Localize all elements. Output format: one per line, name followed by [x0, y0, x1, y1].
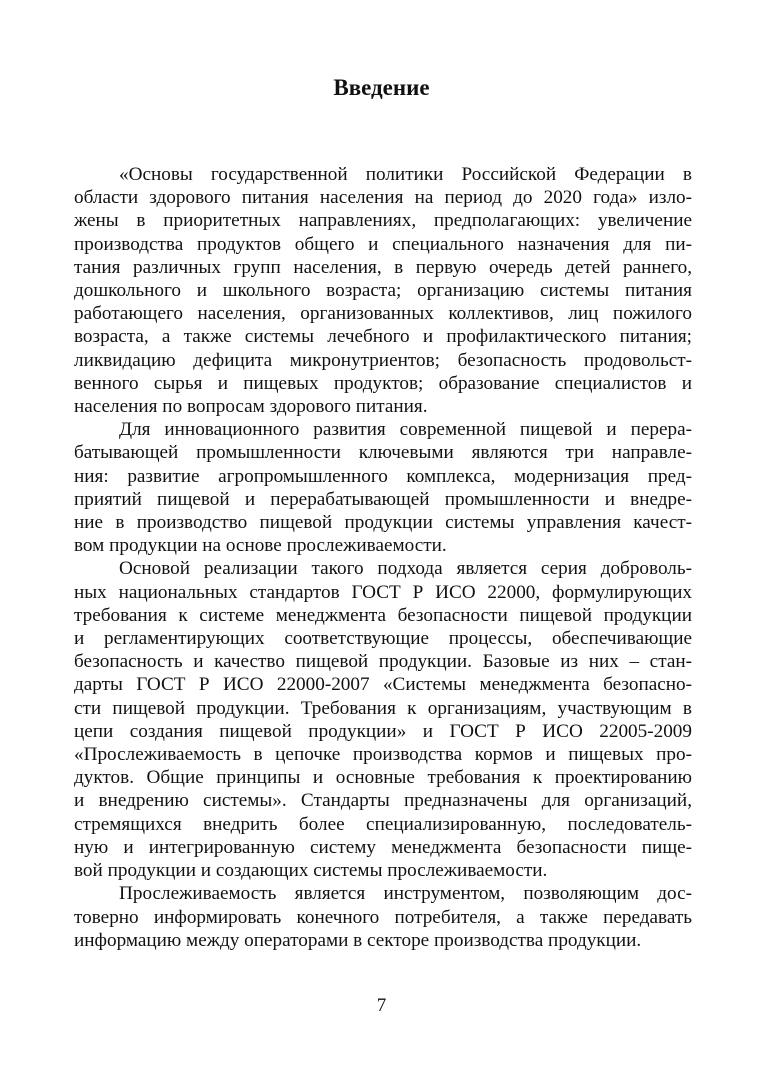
text-line: Прослеживаемость является инструментом, позволяющим дос- [119, 883, 692, 905]
text-line: возраста, а также системы лечебного и профилактического питания; [74, 326, 692, 348]
text-line: дарты ГОСТ Р ИСО 22000-2007 «Системы менеджмента безопасно- [74, 674, 692, 696]
text-line: товерно информировать конечного потребителя, а также передавать [74, 906, 692, 928]
text-line: безопасность и качество пищевой продукции. Базовые из них – стан- [74, 651, 692, 673]
text-line: Для инновационного развития современной пищевой и перера- [119, 419, 692, 441]
text-line: «Основы государственной политики Российской Федерации в [119, 164, 692, 185]
paragraph-2 [74, 418, 692, 557]
text-line: требования к системе менеджмента безопасности пищевой продукции [74, 604, 692, 626]
text-line: ликвидацию дефицита микронутриентов; безопасность продовольст- [74, 349, 692, 371]
text-line: венного сырья и пищевых продуктов; образование специалистов и [74, 372, 692, 394]
text-line: батывающей промышленности ключевыми являются три направле- [74, 442, 692, 464]
text-line: дуктов. Общие принципы и основные требования к проектированию [74, 767, 692, 789]
text-line: жены в приоритетных направлениях, предполагающих: увеличение [74, 210, 692, 232]
text-line: «Прослеживаемость в цепочке производства кормов и пищевых про- [74, 744, 692, 766]
page-title: Введение [333, 75, 430, 100]
text-line: сти пищевой продукции. Требования к организациям, участвующим в [74, 697, 692, 719]
text-line: тания различных групп населения, в первую очередь детей раннего, [74, 256, 692, 278]
text-line: стремящихся внедрить более специализированную, последователь- [74, 813, 692, 835]
text-line: и внедрению системы». Стандарты предназначены для организаций, [74, 790, 692, 812]
text-line: цепи создания пищевой продукции» и ГОСТ Р ИСО 22005-2009 [74, 720, 692, 742]
paragraph-1 [74, 163, 692, 418]
text-line: ных национальных стандартов ГОСТ Р ИСО 22000, формулирующих [74, 581, 692, 603]
text-line: вой продукции и создающих системы прослеживаемости. [74, 860, 548, 882]
text-line: приятий пищевой и перерабатывающей промышленности и внедре- [74, 488, 692, 510]
text-line: производства продуктов общего и специального назначения для пи- [74, 233, 692, 255]
text-line: ние в производство пищевой продукции системы управления качест- [74, 512, 692, 534]
body-text [74, 163, 692, 952]
paragraph-3 [74, 557, 692, 882]
text-line: ную и интегрированную систему менеджмента безопасности пище- [74, 836, 692, 858]
paragraph-4 [74, 882, 692, 952]
text-line: работающего населения, организованных коллективов, лиц пожилого [74, 303, 692, 325]
text-line: дошкольного и школьного возраста; организацию системы питания [74, 280, 692, 302]
text-line: населения по вопросам здорового питания. [74, 396, 428, 418]
text-line: и регламентирующих соответствующие процессы, обеспечивающие [74, 628, 692, 650]
text-line: области здорового питания населения на период до 2020 года» изло- [74, 187, 692, 209]
text-line: вом продукции на основе прослеживаемости. [74, 535, 447, 557]
text-line: ния: развитие агропромышленного комплекса, модернизация пред- [74, 465, 692, 487]
text-line: информацию между операторами в секторе производства продукции. [74, 929, 642, 951]
text-line: Основой реализации такого подхода является серия доброволь- [119, 558, 692, 580]
page-number: 7 [376, 995, 387, 1016]
